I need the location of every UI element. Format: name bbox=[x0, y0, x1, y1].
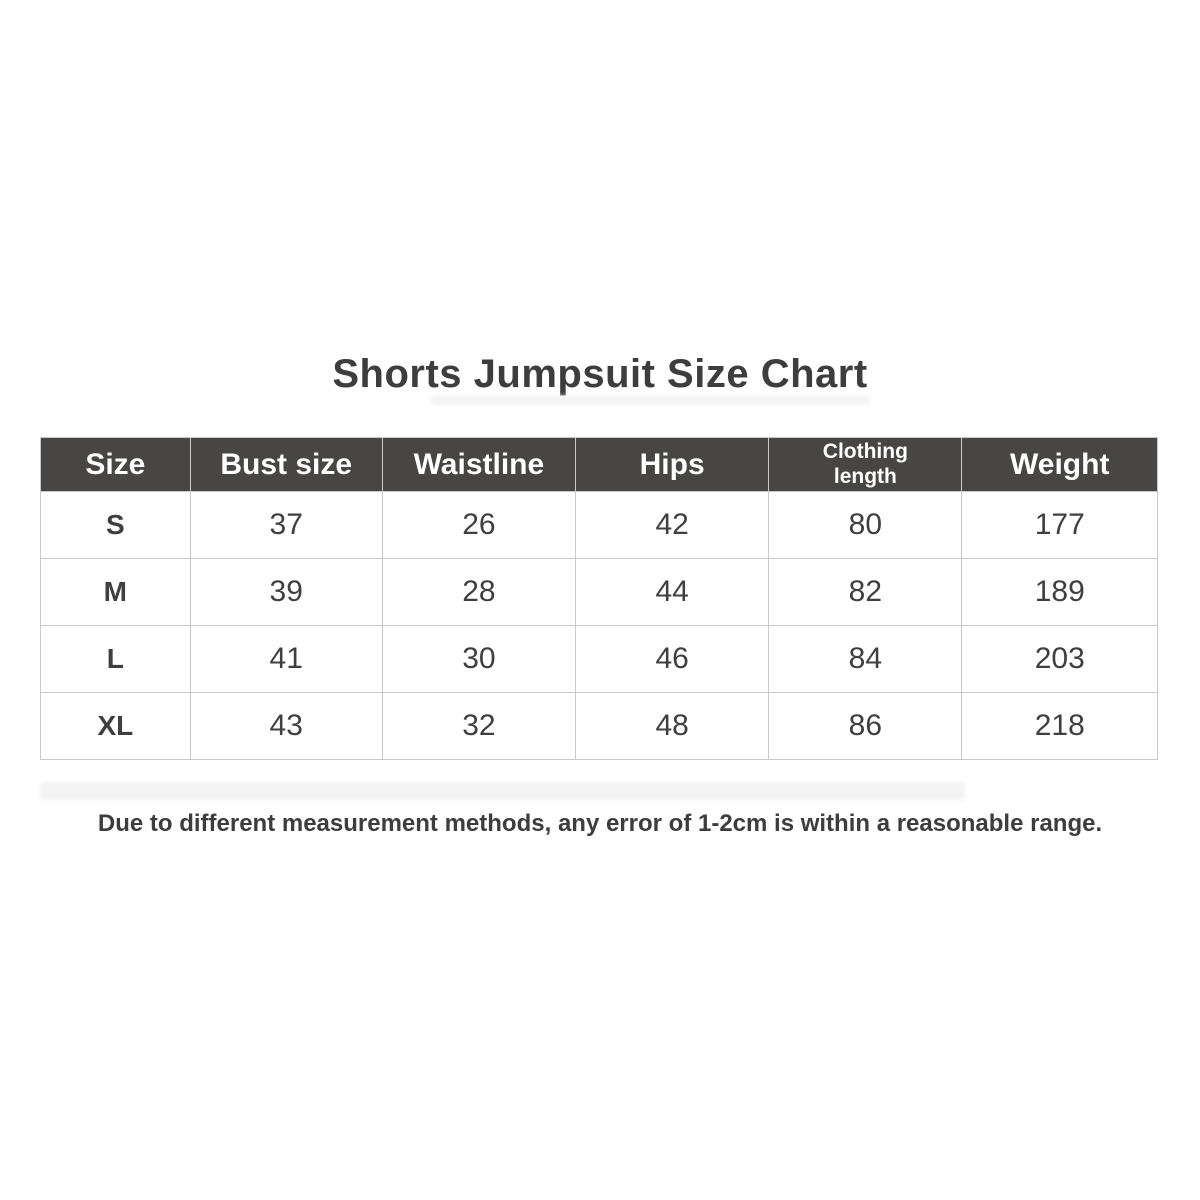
column-header-weight: Weight bbox=[962, 438, 1158, 492]
cell-waist: 26 bbox=[382, 492, 575, 559]
cell-length: 86 bbox=[769, 693, 962, 760]
cell-waist: 28 bbox=[382, 559, 575, 626]
faded-artifact-under-title bbox=[430, 396, 870, 405]
column-header-waistline: Waistline bbox=[382, 438, 575, 492]
cell-hips: 44 bbox=[576, 559, 769, 626]
cell-weight: 189 bbox=[962, 559, 1158, 626]
cell-weight: 203 bbox=[962, 626, 1158, 693]
cell-hips: 46 bbox=[576, 626, 769, 693]
cell-weight: 177 bbox=[962, 492, 1158, 559]
cell-bust: 43 bbox=[190, 693, 382, 760]
header-row bbox=[41, 438, 1158, 492]
cell-bust: 39 bbox=[190, 559, 382, 626]
measurement-disclaimer-note: Due to different measurement methods, any error of 1-2cm is within a reasonable range. bbox=[97, 810, 1103, 837]
size-chart-table-container bbox=[40, 437, 1158, 760]
faded-artifact-above-note bbox=[40, 782, 965, 800]
cell-weight: 218 bbox=[962, 693, 1158, 760]
cell-waist: 32 bbox=[382, 693, 575, 760]
cell-size: L bbox=[41, 626, 191, 693]
table-row-s bbox=[41, 492, 1158, 559]
cell-size: S bbox=[41, 492, 191, 559]
table-row-l bbox=[41, 626, 1158, 693]
table-row-xl bbox=[41, 693, 1158, 760]
table-row-m bbox=[41, 559, 1158, 626]
page-title: Shorts Jumpsuit Size Chart bbox=[332, 352, 868, 396]
column-header-hips: Hips bbox=[576, 438, 769, 492]
cell-bust: 37 bbox=[190, 492, 382, 559]
cell-waist: 30 bbox=[382, 626, 575, 693]
cell-length: 82 bbox=[769, 559, 962, 626]
cell-length: 80 bbox=[769, 492, 962, 559]
column-header-clothing-length-label: Clothing length bbox=[822, 440, 908, 488]
cell-bust: 41 bbox=[190, 626, 382, 693]
cell-size: M bbox=[41, 559, 191, 626]
cell-length: 84 bbox=[769, 626, 962, 693]
column-header-size: Size bbox=[41, 438, 191, 492]
size-chart-table bbox=[40, 437, 1158, 760]
cell-size: XL bbox=[41, 693, 191, 760]
cell-hips: 48 bbox=[576, 693, 769, 760]
cell-hips: 42 bbox=[576, 492, 769, 559]
column-header-bust-size: Bust size bbox=[190, 438, 382, 492]
column-header-clothing-length bbox=[769, 438, 962, 492]
